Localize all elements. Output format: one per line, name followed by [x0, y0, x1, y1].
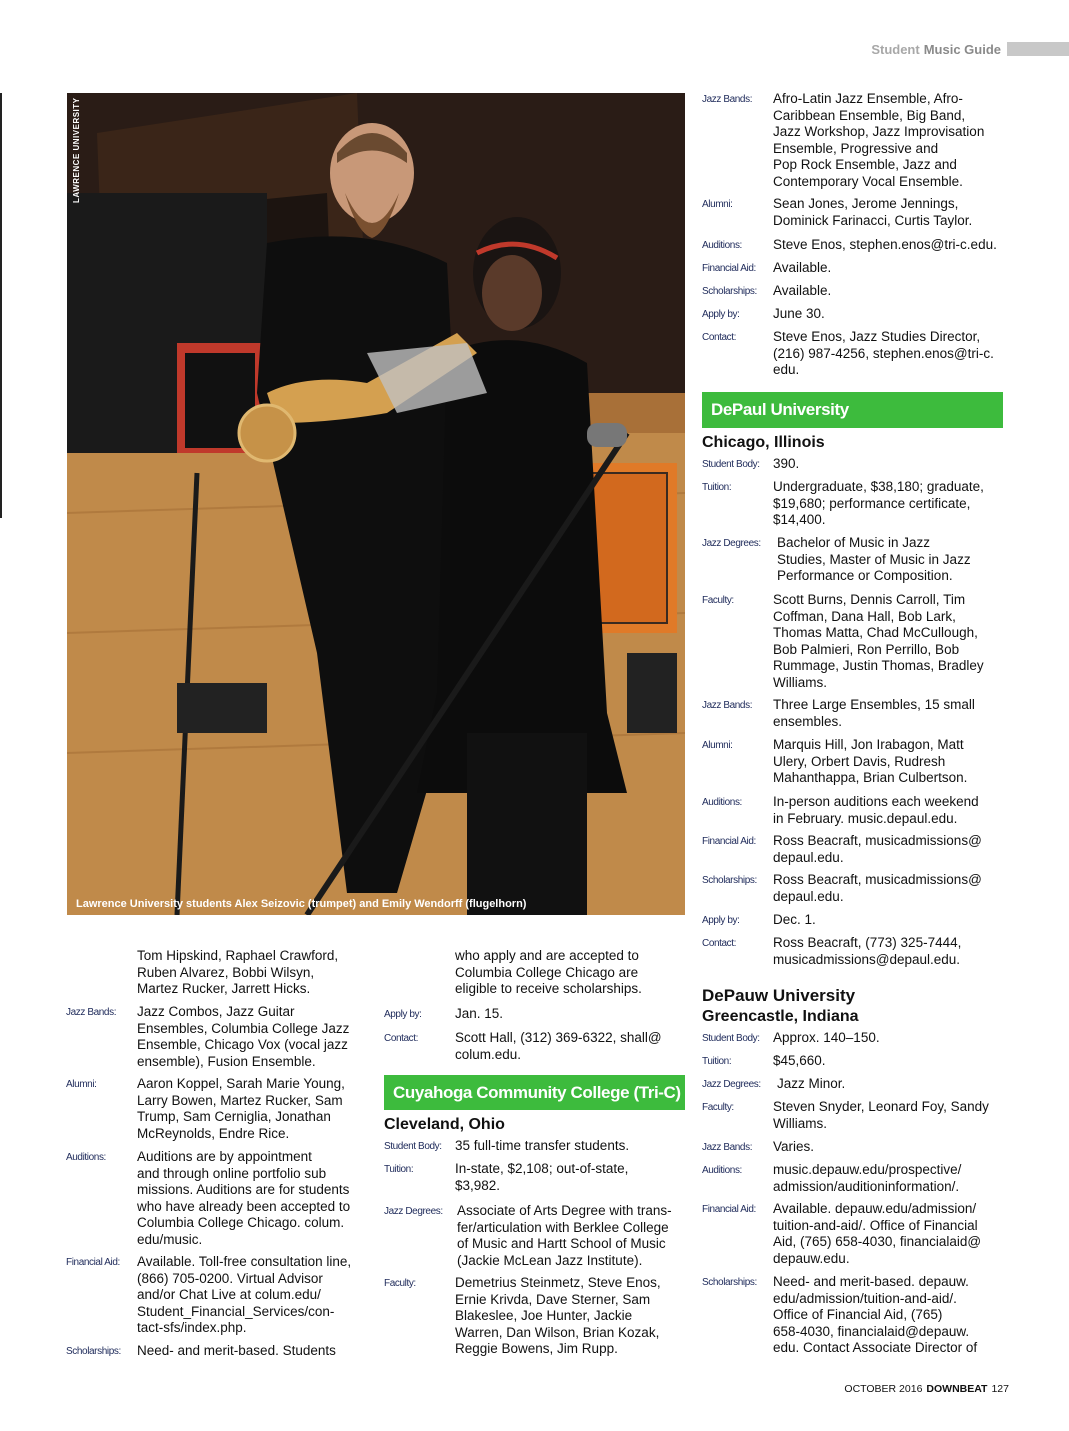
- entry-label: Jazz Degrees:: [702, 1079, 761, 1090]
- text-line: Larry Bowen, Martez Rucker, Sam: [137, 1092, 343, 1108]
- entry-financial-aid: [66, 1254, 351, 1337]
- entry-auditions: [702, 237, 997, 254]
- entry-value: [773, 872, 982, 905]
- text-line: depaul.edu.: [773, 849, 844, 865]
- entry-value: [773, 1053, 826, 1070]
- footer-date: OCTOBER 2016: [844, 1383, 923, 1395]
- entry-label: Auditions:: [66, 1152, 106, 1163]
- entry-value: [773, 456, 799, 473]
- text-line: depaul.edu.: [773, 888, 844, 904]
- text-line: Columbia College Chicago are: [455, 964, 639, 980]
- entry-label: Jazz Degrees:: [384, 1206, 443, 1217]
- entry-faculty: [702, 592, 984, 691]
- entry-value: [777, 1076, 845, 1093]
- school-header-depaul: DePaul University: [702, 392, 1003, 428]
- text-line: McReynolds, Endre Rice.: [137, 1125, 290, 1141]
- text-line: Bob Palmieri, Ron Perrillo, Bob: [773, 641, 960, 657]
- text-line: 35 full-time transfer students.: [455, 1138, 630, 1153]
- entry-apply-by: [702, 306, 825, 323]
- school-location-tri-c: Cleveland, Ohio: [384, 1116, 505, 1133]
- entry-jazz-degrees: [384, 1203, 672, 1269]
- entry-apply-by: [384, 1006, 503, 1023]
- entry-jazz-degrees: [702, 535, 971, 585]
- text-line: in February. music.depaul.edu.: [773, 810, 958, 826]
- text-line: Available. depauw.edu/admission/: [773, 1201, 977, 1216]
- entry-label: Financial Aid:: [66, 1257, 120, 1268]
- entry-auditions: [66, 1149, 350, 1248]
- entry-label: Faculty:: [384, 1278, 416, 1289]
- text-line: Ernie Krivda, Dave Sterner, Sam: [455, 1291, 651, 1307]
- text-line: Performance or Composition.: [777, 568, 953, 583]
- entry-label: Jazz Degrees:: [702, 538, 761, 549]
- text-line: Office of Financial Aid, (765): [773, 1307, 943, 1322]
- text-line: $45,660.: [773, 1053, 826, 1068]
- photo-caption: Lawrence University students Alex Seizovic (trumpet) and Emily Wendorff (flugelhorn): [76, 898, 527, 910]
- entry-value: [773, 329, 994, 379]
- entry-jazz-bands: [702, 697, 975, 730]
- text-line: Ensembles, Columbia College Jazz: [137, 1020, 350, 1036]
- text-line: Williams.: [773, 1115, 827, 1131]
- entry-auditions: [702, 794, 979, 827]
- text-line: edu.: [773, 362, 800, 377]
- text-line: Available. Toll-free consultation line,: [137, 1254, 352, 1269]
- text-line: Reggie Bowens, Jim Rupp.: [455, 1341, 618, 1356]
- col2-scholarships-continued: [455, 948, 685, 998]
- entry-tuition: [702, 1053, 826, 1070]
- entry-label: Financial Aid:: [702, 836, 756, 847]
- entry-faculty: [702, 1099, 989, 1132]
- text-line: Steven Snyder, Leonard Foy, Sandy: [773, 1099, 989, 1114]
- school-header-tri-c: Cuyahoga Community College (Tri-C): [384, 1075, 685, 1110]
- entry-value: [773, 1030, 880, 1047]
- text-line: Available.: [773, 283, 832, 298]
- entry-tuition: [702, 479, 984, 529]
- text-line: Three Large Ensembles, 15 small: [773, 697, 975, 712]
- running-header: [871, 40, 1069, 58]
- text-line: eligible to receive scholarships.: [455, 981, 642, 996]
- text-line: Afro-Latin Jazz Ensemble, Afro-: [773, 91, 963, 106]
- text-line: $3,982.: [455, 1177, 501, 1193]
- text-line: 390.: [773, 456, 800, 471]
- entry-label: Tuition:: [702, 1056, 732, 1067]
- entry-student-body: [702, 456, 799, 473]
- entry-label: Auditions:: [702, 1165, 742, 1176]
- entry-jazz-bands: [66, 1004, 349, 1070]
- text-line: who apply and are accepted to: [455, 948, 639, 963]
- entry-value: [773, 935, 961, 968]
- entry-value: [777, 535, 971, 585]
- entry-label: Tuition:: [384, 1164, 414, 1175]
- text-line: depauw.edu.: [773, 1250, 850, 1266]
- text-line: Studies, Master of Music in Jazz: [777, 551, 971, 567]
- entry-value: [137, 1076, 345, 1142]
- text-line: Mahanthappa, Brian Culbertson.: [773, 770, 968, 785]
- text-line: Aid, (765) 658-4030, financialaid@: [773, 1234, 982, 1249]
- text-line: Ulery, Orbert Davis, Rudresh: [773, 753, 946, 769]
- text-line: edu/music.: [137, 1231, 203, 1247]
- entry-value: [773, 1162, 961, 1195]
- entry-value: [457, 1203, 672, 1269]
- entry-alumni: [702, 196, 972, 229]
- entry-label: Scholarships:: [66, 1346, 121, 1357]
- text-line: Contemporary Vocal Ensemble.: [773, 173, 963, 189]
- footer-magazine: DOWNBEAT: [926, 1383, 988, 1395]
- entry-label: Alumni:: [66, 1079, 97, 1090]
- entry-contact: [384, 1030, 662, 1063]
- entry-apply-by: [702, 912, 816, 929]
- text-line: tact-sfs/index.php.: [137, 1320, 247, 1335]
- text-line: edu. Contact Associate Director of: [773, 1340, 978, 1355]
- text-line: Need- and merit-based. depauw.: [773, 1274, 969, 1289]
- entry-label: Contact:: [702, 332, 737, 343]
- entry-scholarships: [702, 1274, 977, 1357]
- entry-value: [455, 1161, 628, 1194]
- entry-label: Scholarships:: [702, 875, 757, 886]
- text-line: Auditions are by appointment: [137, 1149, 312, 1164]
- entry-value: [137, 1004, 349, 1070]
- entry-label: Student Body:: [702, 459, 760, 470]
- entry-value: [773, 283, 831, 300]
- text-line: colum.edu.: [455, 1046, 522, 1062]
- text-line: and/or Chat Live at colum.edu/: [137, 1287, 321, 1302]
- text-line: tuition-and-aid/. Office of Financial: [773, 1217, 978, 1233]
- entry-alumni: [66, 1076, 345, 1142]
- text-line: (Jackie McLean Jazz Institute).: [457, 1252, 643, 1268]
- entry-label: Student Body:: [702, 1033, 760, 1044]
- text-line: Scott Hall, (312) 369-6322, shall@: [455, 1030, 662, 1045]
- text-line: Rummage, Justin Thomas, Bradley: [773, 658, 984, 673]
- text-line: Coffman, Dana Hall, Bob Lark,: [773, 608, 956, 624]
- school-location-depaul: Chicago, Illinois: [702, 434, 825, 451]
- entry-alumni: [702, 737, 967, 787]
- text-line: Jazz Combos, Jazz Guitar: [137, 1004, 295, 1019]
- entry-value: [773, 1274, 977, 1357]
- header-music-guide: Music Guide: [923, 41, 1001, 57]
- text-line: Approx. 140–150.: [773, 1030, 880, 1045]
- entry-value: [137, 1254, 351, 1337]
- text-line: Demetrius Steinmetz, Steve Enos,: [455, 1275, 661, 1290]
- entry-label: Apply by:: [702, 309, 740, 320]
- entry-value: [773, 737, 967, 787]
- text-line: Caribbean Ensemble, Big Band,: [773, 107, 966, 123]
- text-line: (216) 987-4256, stephen.enos@tri-c.: [773, 345, 994, 361]
- entry-label: Financial Aid:: [702, 263, 756, 274]
- text-line: Varies.: [773, 1139, 815, 1154]
- text-line: Trump, Sam Cerniglia, Jonathan: [137, 1109, 331, 1124]
- entry-value: [137, 1343, 336, 1360]
- text-line: Ross Beacraft, musicadmissions@: [773, 833, 982, 848]
- entry-label: Scholarships:: [702, 286, 757, 297]
- entry-financial-aid: [702, 833, 982, 866]
- text-line: Steve Enos, Jazz Studies Director,: [773, 329, 981, 344]
- entry-faculty: [384, 1275, 661, 1358]
- entry-scholarships: [66, 1343, 336, 1360]
- footer-page-number: 127: [991, 1383, 1009, 1395]
- entry-label: Financial Aid:: [702, 1204, 756, 1215]
- entry-value: [773, 91, 984, 190]
- text-line: (866) 705-0200. Virtual Advisor: [137, 1270, 323, 1286]
- entry-value: [773, 912, 816, 929]
- entry-label: Contact:: [702, 938, 737, 949]
- entry-value: [773, 1201, 981, 1267]
- entry-jazz-degrees: [702, 1076, 845, 1093]
- text-line: Jazz Workshop, Jazz Improvisation: [773, 124, 985, 139]
- entry-financial-aid: [702, 1201, 981, 1267]
- entry-jazz-bands: [702, 1139, 814, 1156]
- entry-contact: [702, 935, 961, 968]
- entry-scholarships: [702, 283, 831, 300]
- entry-scholarships: [702, 872, 982, 905]
- entry-student-body: [384, 1138, 629, 1155]
- text-line: Sean Jones, Jerome Jennings,: [773, 196, 959, 211]
- col1-faculty-continued: [137, 948, 377, 998]
- entry-value: [137, 1149, 350, 1248]
- entry-label: Faculty:: [702, 1102, 734, 1113]
- text-line: Ross Beacraft, musicadmissions@: [773, 872, 982, 887]
- entry-auditions: [702, 1162, 961, 1195]
- text-line: edu/admission/tuition-and-aid/.: [773, 1290, 957, 1306]
- entry-label: Student Body:: [384, 1141, 442, 1152]
- entry-label: Auditions:: [702, 797, 742, 808]
- entry-label: Jazz Bands:: [702, 700, 753, 711]
- entry-label: Alumni:: [702, 740, 733, 751]
- entry-value: [773, 479, 984, 529]
- entry-label: Jazz Bands:: [66, 1007, 117, 1018]
- entry-value: [773, 833, 982, 866]
- text-line: Blakeslee, Joe Hunter, Jackie: [455, 1308, 633, 1323]
- entry-label: Contact:: [384, 1033, 419, 1044]
- entry-value: [773, 592, 984, 691]
- entry-label: Alumni:: [702, 199, 733, 210]
- entry-value: [773, 697, 975, 730]
- school-name-depauw: DePauw University: [702, 986, 856, 1005]
- text-line: Thomas Matta, Chad McCullough,: [773, 625, 978, 640]
- text-line: and through online portfolio sub: [137, 1165, 327, 1181]
- text-line: Columbia College Chicago. colum.: [137, 1215, 345, 1230]
- entry-financial-aid: [702, 260, 831, 277]
- text-line: Ruben Alvarez, Bobbi Wilsyn,: [137, 964, 315, 980]
- entry-label: Apply by:: [384, 1009, 422, 1020]
- left-edge-bleed: [0, 93, 2, 518]
- text-line: Williams.: [773, 674, 827, 690]
- header-student: Student: [871, 41, 920, 57]
- text-line: Associate of Arts Degree with trans-: [457, 1203, 672, 1218]
- entry-label: Jazz Bands:: [702, 1142, 753, 1153]
- entry-label: Faculty:: [702, 595, 734, 606]
- text-line: admission/auditioninformation/.: [773, 1178, 960, 1194]
- entry-value: [773, 196, 972, 229]
- text-line: musicadmissions@depaul.edu.: [773, 951, 961, 967]
- entry-value: [773, 260, 831, 277]
- text-line: Ross Beacraft, (773) 325-7444,: [773, 935, 962, 950]
- text-line: Undergraduate, $38,180; graduate,: [773, 479, 984, 494]
- entry-label: Jazz Bands:: [702, 94, 753, 105]
- text-line: Jazz Minor.: [777, 1076, 846, 1091]
- entry-value: [455, 1006, 503, 1023]
- text-line: Bachelor of Music in Jazz: [777, 535, 931, 550]
- text-line: missions. Auditions are for students: [137, 1182, 350, 1197]
- page-footer: [844, 1383, 1009, 1395]
- photo-credit: LAWRENCE UNIVERSITY: [72, 97, 81, 203]
- entry-value: [455, 1138, 629, 1155]
- text-line: music.depauw.edu/prospective/: [773, 1162, 962, 1177]
- entry-tuition: [384, 1161, 628, 1194]
- entry-label: Apply by:: [702, 915, 740, 926]
- entry-label: Auditions:: [702, 240, 742, 251]
- text-line: fer/articulation with Berklee College: [457, 1219, 669, 1235]
- text-line: Steve Enos, stephen.enos@tri-c.edu.: [773, 237, 997, 252]
- text-line: Available.: [773, 260, 832, 275]
- text-line: ensemble), Fusion Ensemble.: [137, 1053, 316, 1069]
- entry-label: Scholarships:: [702, 1277, 757, 1288]
- entry-label: Tuition:: [702, 482, 732, 493]
- entry-value: [455, 1030, 662, 1063]
- text-line: Pop Rock Ensemble, Jazz and: [773, 157, 957, 172]
- text-line: Marquis Hill, Jon Irabagon, Matt: [773, 737, 964, 752]
- text-line: Dominick Farinacci, Curtis Taylor.: [773, 212, 973, 228]
- text-line: Aaron Koppel, Sarah Marie Young,: [137, 1076, 345, 1091]
- text-line: In-state, $2,108; out-of-state,: [455, 1161, 629, 1176]
- text-line: Student_Financial_Services/con-: [137, 1303, 335, 1319]
- text-line: 658-4030, financialaid@depauw.: [773, 1323, 970, 1339]
- entry-value: [773, 306, 825, 323]
- text-line: Jan. 15.: [455, 1006, 504, 1021]
- text-line: Ensemble, Chicago Vox (vocal jazz: [137, 1037, 348, 1052]
- entry-value: [773, 794, 979, 827]
- text-line: June 30.: [773, 306, 825, 321]
- performance-photo: [67, 93, 685, 915]
- text-line: ensembles.: [773, 713, 843, 729]
- text-line: Scott Burns, Dennis Carroll, Tim: [773, 592, 966, 607]
- text-line: who have already been accepted to: [137, 1198, 351, 1214]
- text-line: Dec. 1.: [773, 912, 816, 927]
- entry-value: [455, 1275, 661, 1358]
- text-line: of Music and Hartt School of Music: [457, 1236, 666, 1251]
- text-line: In-person auditions each weekend: [773, 794, 979, 809]
- text-line: Need- and merit-based. Students: [137, 1343, 336, 1358]
- entry-value: [773, 1139, 814, 1156]
- entry-jazz-bands: [702, 91, 984, 190]
- school-location-depauw: Greencastle, Indiana: [702, 1008, 859, 1025]
- header-bar: [1007, 42, 1069, 56]
- entry-student-body: [702, 1030, 880, 1047]
- entry-value: [773, 1099, 989, 1132]
- text-line: Tom Hipskind, Raphael Crawford,: [137, 948, 339, 963]
- photo-illustration: [67, 93, 685, 915]
- text-line: Ensemble, Progressive and: [773, 140, 939, 156]
- text-line: Warren, Dan Wilson, Brian Kozak,: [455, 1324, 660, 1340]
- text-line: $14,400.: [773, 512, 826, 527]
- entry-value: [773, 237, 997, 254]
- text-line: $19,680; performance certificate,: [773, 495, 971, 511]
- text-line: Martez Rucker, Jarrett Hicks.: [137, 981, 311, 996]
- entry-contact: [702, 329, 994, 379]
